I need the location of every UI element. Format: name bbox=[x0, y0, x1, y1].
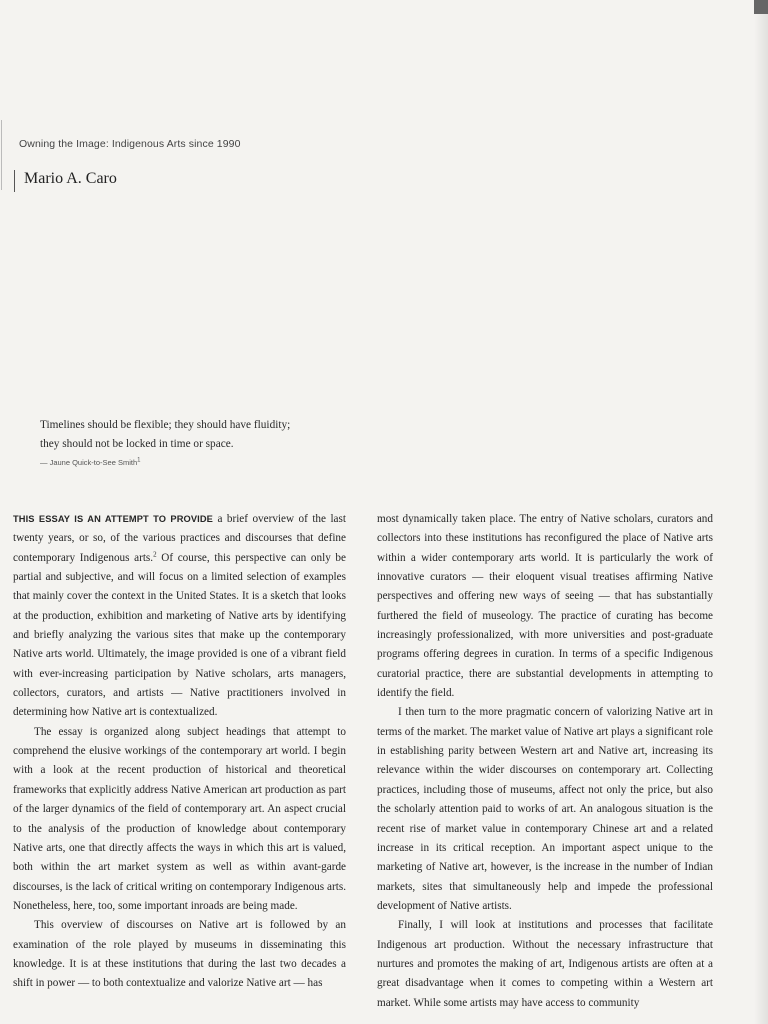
author-name: Mario A. Caro bbox=[24, 170, 117, 187]
paragraph: Finally, I will look at institutions and processes that facilitate Indigenous art production. Without the necessary infrastructure that nurtures and promotes the making of art, Indigenous artists are often at a great disadvantage when it comes to competing within a Western art market. While some artists may have access to community bbox=[377, 919, 713, 1009]
left-column bbox=[13, 510, 346, 994]
paragraph: I then turn to the more pragmatic concern of valorizing Native art in terms of the market. The market value of Native art plays a significant role in establishing parity between Western art and Native art, increasing its relevance within the wider discourses on contemporary art. Collecting practices, including those of museums, affect not only the price, but also the scholarly attention paid to works of art. An analogous situation is the recent rise of market value in contemporary Chinese art and a related increase in its critical reception. An important aspect unique to the marketing of Native art, however, is the increase in the number of Indian markets, sites that simultaneously help and impede the professional development of Native artists. bbox=[377, 706, 713, 912]
epigraph-note-ref: 1 bbox=[137, 457, 141, 464]
epigraph-line-1: Timelines should be flexible; they should have fluidity; bbox=[40, 419, 291, 431]
scan-corner-mark bbox=[754, 0, 768, 14]
paragraph-text: Of course, this perspective can only be partial and subjective, and will focus on a limited selection of examples that mainly cover the context in the United States. It is a sketch that looks at the production, exhibition and marketing of Native arts by identifying and briefly analyzing the various sites that make up the contemporary Native arts world. Ultimately, the image provided is one of a vibrant field with ever-increasing participation by Native scholars, arts managers, collectors, curators, and artists — Native practitioners involved in determining how Native art is contextualized. bbox=[13, 551, 346, 719]
epigraph-attribution bbox=[40, 453, 380, 472]
epigraph bbox=[40, 416, 380, 472]
right-column bbox=[377, 510, 713, 1013]
lead-in: THIS ESSAY IS AN ATTEMPT TO PROVIDE bbox=[13, 514, 213, 524]
epigraph-line-2: they should not be locked in time or space. bbox=[40, 438, 234, 450]
paragraph bbox=[13, 510, 346, 723]
paragraph: most dynamically taken place. The entry of Native scholars, curators and collectors into these institutions has reconfigured the place of Native arts within a wider contemporary arts world. It is particularly the work of innovative curators — their eloquent visual treatises affirming Native perspectives and offering new ways of seeing — that has substantially furthered the field of museology. The practice of curating has become increasingly professionalized, with more universities and post-graduate programs offering degrees in curation. In terms of a specific Indigenous curatorial practice, there are substantial developments in attempting to identify the field. bbox=[377, 513, 713, 700]
scan-edge-line bbox=[1, 120, 2, 190]
footnote-ref: 2 bbox=[153, 549, 157, 558]
epigraph-attribution-text: — Jaune Quick-to-See Smith bbox=[40, 458, 138, 467]
paragraph: The essay is organized along subject headings that attempt to comprehend the elusive workings of the contemporary art world. I begin with a look at the recent production of historical and theoretical frameworks that explicitly address Native American art production as part of the larger dynamics of the field of contemporary art. An aspect crucial to the analysis of the production of knowledge about contemporary Native arts, one that directly affects the ways in which this art is valued, both within the art market system as well as within avant-garde discourses, is the lack of critical writing on contemporary Indigenous arts. Nonetheless, here, too, some important inroads are being made. bbox=[13, 725, 346, 912]
paragraph: This overview of discourses on Native art is followed by an examination of the role played by museums in disseminating this knowledge. It is at these institutions that during the last two decades a shift in power — to both contextualize and valorize Native art — has bbox=[13, 919, 346, 990]
scan-edge-shadow bbox=[754, 0, 768, 1024]
paragraph-text: a brief overview of the last twenty years, or so, of the various practices and discourses that define contemporary Indigenous arts. bbox=[13, 513, 346, 564]
author-tick bbox=[14, 170, 15, 192]
running-head: Owning the Image: Indigenous Arts since 1990 bbox=[19, 138, 241, 150]
